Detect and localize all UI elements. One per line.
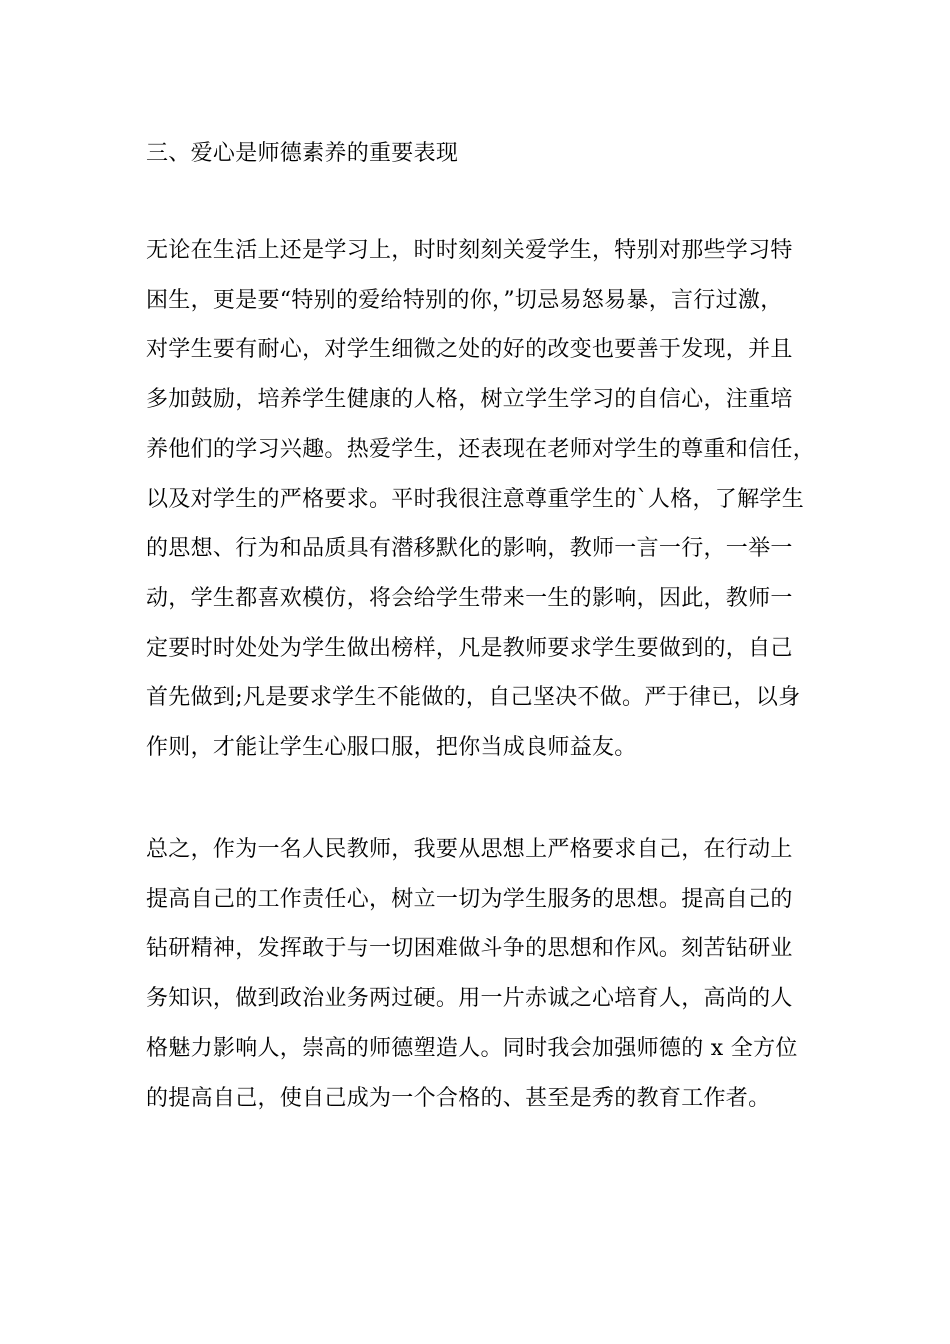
paragraph-line: 的思想、行为和品质具有潜移默化的影响，教师一言一行，一举一 (146, 536, 793, 562)
paragraph-line: 养他们的学习兴趣。热爱学生，还表现在老师对学生的尊重和信任， (146, 436, 816, 462)
paragraph-line: 的提高自己，使自己成为一个合格的、甚至是秀的教育工作者。 (146, 1085, 771, 1111)
paragraph-line: 作则，才能让学生心服口服，把你当成良师益友。 (146, 735, 637, 761)
paragraph-2 (146, 825, 836, 1123)
paragraph-line: 首先做到;凡是要求学生不能做的，自己坚决不做。严于律已，以身 (146, 685, 801, 711)
paragraph-line: 钻研精神，发挥敢于与一切困难做斗争的思想和作风。刻苦钻研业 (146, 936, 793, 962)
paragraph-line: 对学生要有耐心，对学生细微之处的好的改变也要善于发现，并且 (146, 337, 793, 363)
section-heading: 三、爱心是师德素养的重要表现 (146, 141, 459, 166)
paragraph-line: 格魅力影响人，崇高的师德塑造人。同时我会加强师德的 x 全方位 (146, 1035, 798, 1061)
paragraph-line: 动，学生都喜欢模仿，将会给学生带来一生的影响，因此，教师一 (146, 585, 793, 611)
paragraph-line: 以及对学生的严格要求。平时我很注意尊重学生的`人格，了解学生 (146, 486, 805, 512)
paragraph-line: 多加鼓励，培养学生健康的人格，树立学生学习的自信心，注重培 (146, 387, 793, 413)
paragraph-line: 困生，更是要“特别的爱给特别的你，”切忌易怒易暴，言行过激， (146, 287, 783, 313)
paragraph-line: 总之，作为一名人民教师，我要从思想上严格要求自己，在行动上 (146, 837, 793, 862)
paragraph-1 (146, 226, 836, 773)
paragraph-line: 提高自己的工作责任心，树立一切为学生服务的思想。提高自己的 (146, 886, 793, 912)
paragraph-line: 无论在生活上还是学习上，时时刻刻关爱学生，特别对那些学习特 (146, 238, 793, 263)
paragraph-line: 务知识，做到政治业务两过硬。用一片赤诚之心培育人，高尚的人 (146, 986, 793, 1012)
paragraph-line: 定要时时处处为学生做出榜样，凡是教师要求学生要做到的，自己 (146, 635, 793, 661)
